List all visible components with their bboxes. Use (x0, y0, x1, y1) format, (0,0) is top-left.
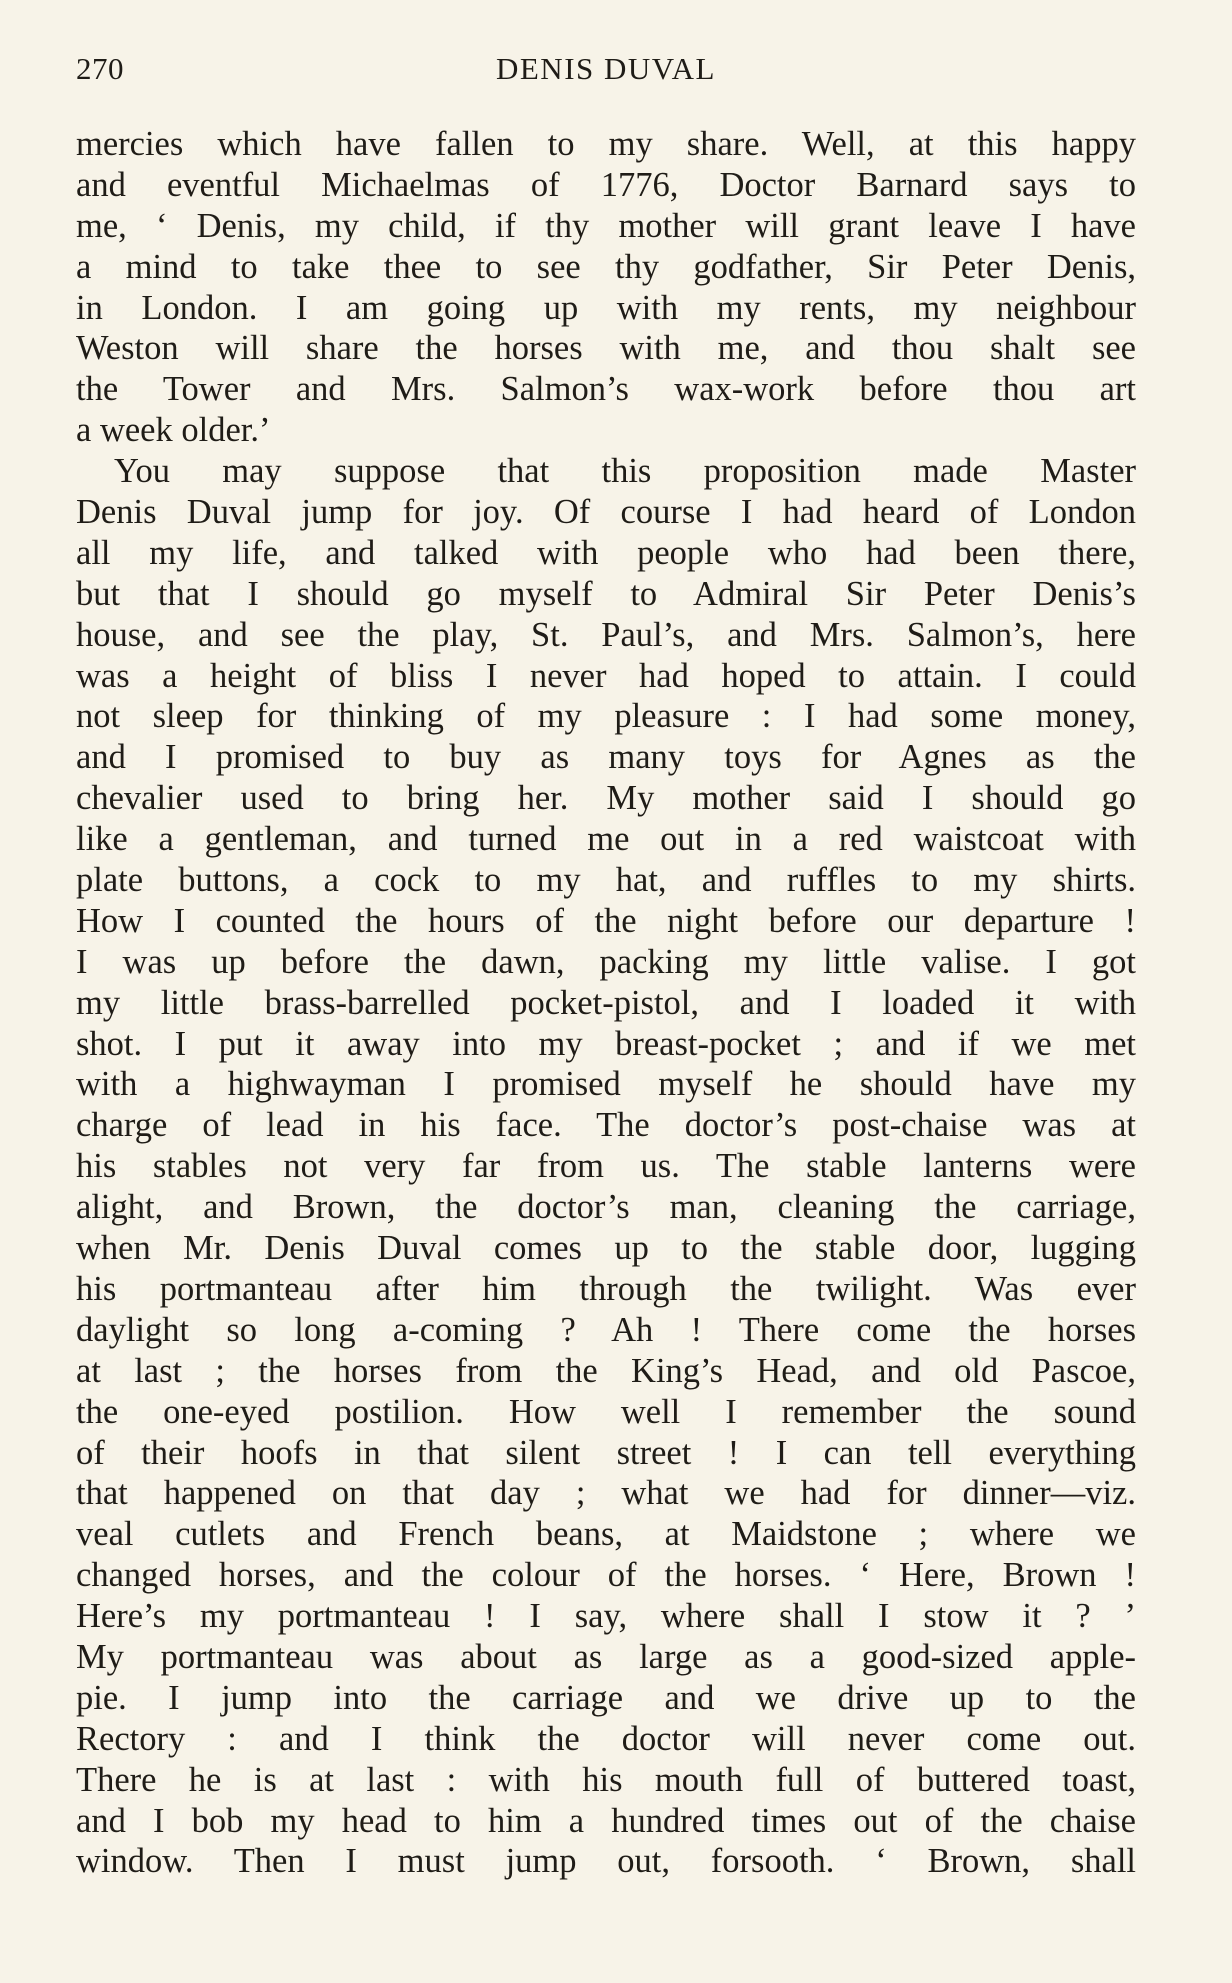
text-line: window. Then I must jump out, forsooth. ‘ Brown, shall (76, 1842, 1136, 1881)
text-line: that happened on that day ; what we had for dinner—viz. (76, 1474, 1136, 1513)
text-line: chevalier used to bring her. My mother said I should go (76, 779, 1136, 818)
body-text (76, 124, 1136, 1882)
text-line: me, ‘ Denis, my child, if thy mother will grant leave I have (76, 206, 1136, 245)
text-line: charge of lead in his face. The doctor’s post-chaise was at (76, 1106, 1136, 1145)
text-line: a week older.’ (76, 411, 271, 450)
page-number: 270 (76, 51, 124, 86)
text-line: house, and see the play, St. Paul’s, and Mrs. Salmon’s, here (76, 615, 1136, 654)
text-line: and I promised to buy as many toys for Agnes as the (76, 738, 1136, 777)
text-line: mercies which have fallen to my share. Well, at this happy (76, 125, 1136, 163)
text-line: pie. I jump into the carriage and we drive up to the (76, 1678, 1136, 1717)
text-line: all my life, and talked with people who had been there, (76, 533, 1136, 572)
text-line: and I bob my head to him a hundred times out of the chaise (76, 1801, 1136, 1840)
text-line: Weston will share the horses with me, and thou shalt see (76, 329, 1136, 368)
text-line: with a highwayman I promised myself he should have my (76, 1065, 1136, 1104)
text-line: Denis Duval jump for joy. Of course I had heard of London (76, 493, 1136, 532)
text-line: at last ; the horses from the King’s Head, and old Pascoe, (76, 1351, 1136, 1390)
text-line: Here’s my portmanteau ! I say, where shall I stow it ? ’ (76, 1597, 1136, 1636)
text-line: You may suppose that this proposition made Master (114, 452, 1136, 491)
text-line: changed horses, and the colour of the horses. ‘ Here, Brown ! (76, 1556, 1136, 1595)
text-line: My portmanteau was about as large as a good-sized apple- (76, 1637, 1136, 1676)
text-line: his portmanteau after him through the twilight. Was ever (76, 1269, 1136, 1308)
text-line: a mind to take thee to see thy godfather, Sir Peter Denis, (76, 247, 1136, 286)
text-line: when Mr. Denis Duval comes up to the stable door, lugging (76, 1229, 1136, 1268)
text-line: in London. I am going up with my rents, my neighbour (76, 288, 1136, 327)
text-line: Rectory : and I think the doctor will never come out. (76, 1719, 1136, 1758)
page-header (76, 48, 1136, 90)
text-line: his stables not very far from us. The stable lanterns were (76, 1147, 1136, 1186)
text-line: veal cutlets and French beans, at Maidstone ; where we (76, 1515, 1136, 1554)
text-line: shot. I put it away into my breast-pocket ; and if we met (76, 1024, 1136, 1063)
text-line: my little brass-barrelled pocket-pistol, and I loaded it with (76, 983, 1136, 1022)
text-line: not sleep for thinking of my pleasure : I had some money, (76, 697, 1136, 736)
text-line: the one-eyed postilion. How well I remember the sound (76, 1392, 1136, 1431)
text-line: plate buttons, a cock to my hat, and ruffles to my shirts. (76, 861, 1136, 900)
running-head: DENIS DUVAL (495, 51, 716, 86)
text-line: alight, and Brown, the doctor’s man, cleaning the carriage, (76, 1188, 1136, 1227)
text-line: I was up before the dawn, packing my little valise. I got (76, 942, 1136, 981)
text-line: of their hoofs in that silent street ! I can tell everything (76, 1433, 1136, 1472)
text-line: the Tower and Mrs. Salmon’s wax-work before thou art (76, 370, 1136, 409)
text-line: daylight so long a-coming ? Ah ! There come the horses (76, 1310, 1136, 1349)
text-line: How I counted the hours of the night before our departure ! (76, 901, 1136, 940)
text-line: There he is at last : with his mouth full of buttered toast, (76, 1760, 1136, 1799)
text-line: and eventful Michaelmas of 1776, Doctor Barnard says to (76, 165, 1136, 204)
text-line: like a gentleman, and turned me out in a red waistcoat with (76, 820, 1136, 859)
text-line: was a height of bliss I never had hoped to attain. I could (76, 656, 1136, 695)
text-line: but that I should go myself to Admiral Sir Peter Denis’s (76, 574, 1136, 613)
